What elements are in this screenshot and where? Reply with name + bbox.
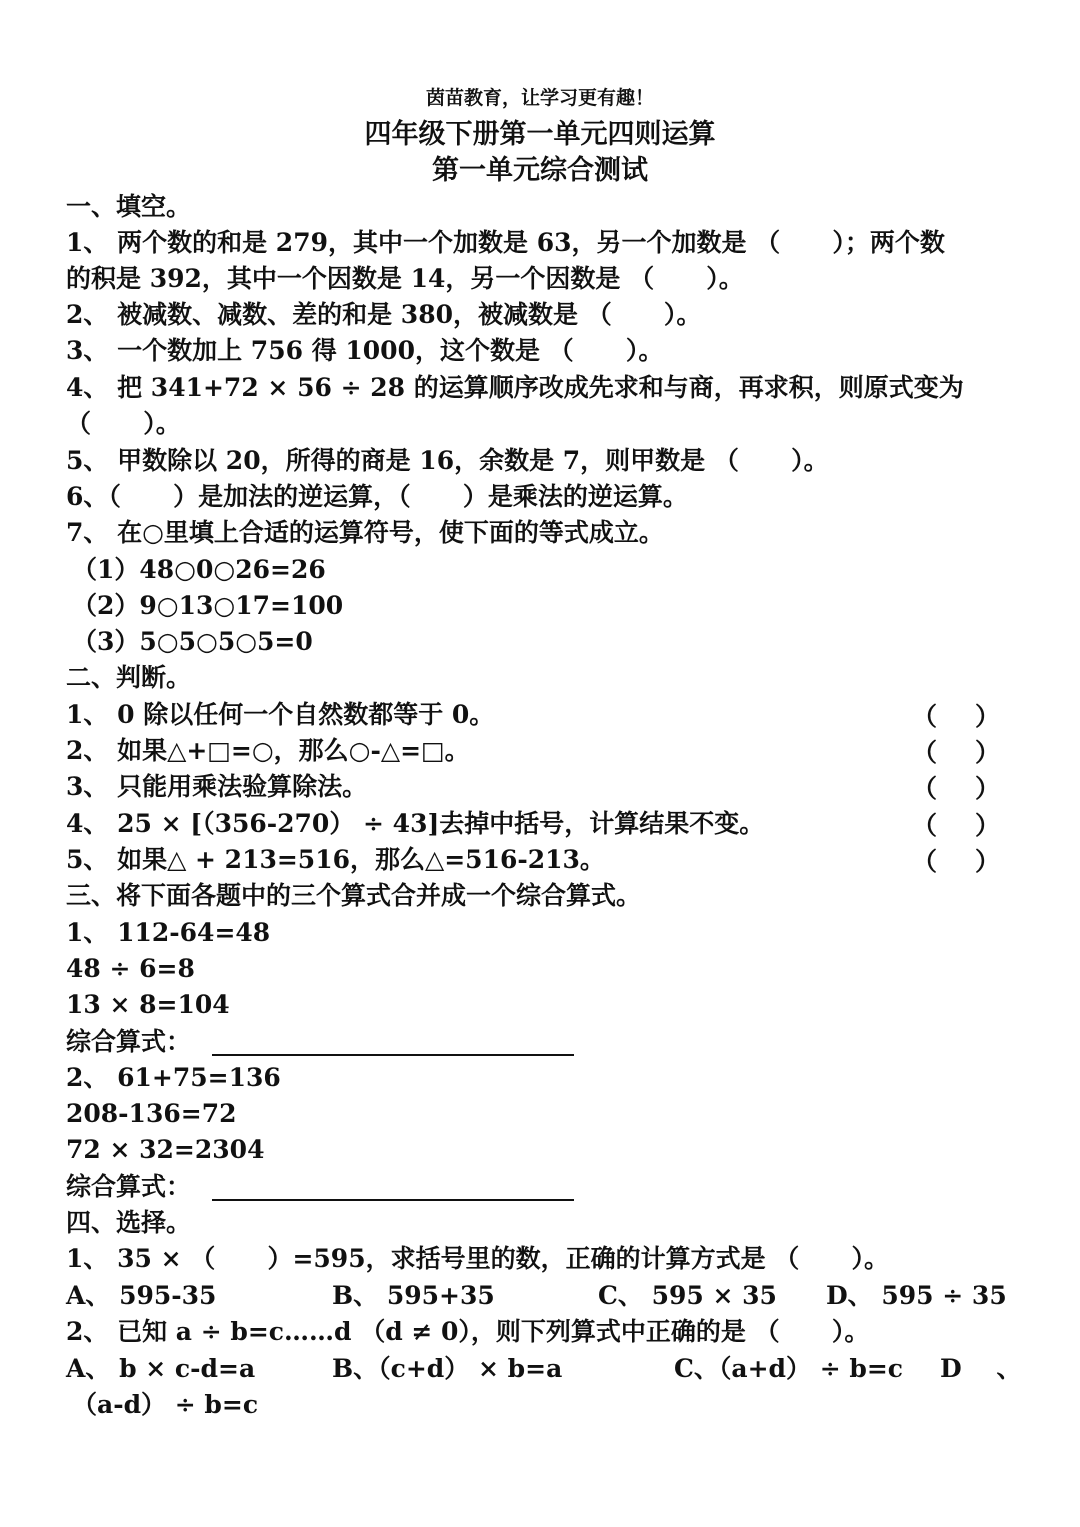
judge-answer-blank[interactable]: （ ） xyxy=(912,702,1000,731)
choice-option-b[interactable]: B、 595+35 xyxy=(332,1281,495,1310)
section1-heading: 一、填空。 xyxy=(66,192,192,221)
s1-q1-line1: 1、 两个数的和是 279，其中一个加数是 63，另一个加数是 （ ）；两个数 xyxy=(66,228,945,257)
judge-item: 4、 25 × [（356-270） ÷ 43]去掉中括号，计算结果不变。 xyxy=(66,809,765,838)
s3-answer-line[interactable] xyxy=(212,1199,574,1201)
page-subtitle: 第一单元综合测试 xyxy=(432,155,648,186)
s1-q5: 5、 甲数除以 20，所得的商是 16，余数是 7，则甲数是 （ ）。 xyxy=(66,446,829,475)
s1-q7-item: （2）9○13○17=100 xyxy=(72,591,344,620)
page-title: 四年级下册第一单元四则运算 xyxy=(364,119,716,150)
choice-option-d[interactable]: D、 595 ÷ 35 xyxy=(826,1281,1007,1310)
judge-item: 3、 只能用乘法验算除法。 xyxy=(66,772,368,801)
s3-equation: 48 ÷ 6=8 xyxy=(66,954,195,983)
s1-q1-line2: 的积是 392，其中一个因数是 14，另一个因数是 （ ）。 xyxy=(66,264,744,293)
judge-item: 2、 如果△+□=○，那么○-△=□。 xyxy=(66,736,470,765)
judge-answer-blank[interactable]: （ ） xyxy=(912,738,1000,767)
s3-equation: 13 × 8=104 xyxy=(66,990,230,1019)
s3-answer-line[interactable] xyxy=(212,1054,574,1056)
s3-equation: 72 × 32=2304 xyxy=(66,1135,265,1164)
judge-answer-blank[interactable]: （ ） xyxy=(912,847,1000,876)
s1-q7-item: （3）5○5○5○5=0 xyxy=(72,627,313,656)
choice-option-a[interactable]: A、 595-35 xyxy=(66,1281,217,1310)
judge-item: 1、 0 除以任何一个自然数都等于 0。 xyxy=(66,700,495,729)
s1-q4-line2: （ ）。 xyxy=(66,409,181,438)
judge-answer-blank[interactable]: （ ） xyxy=(912,774,1000,803)
section2-heading: 二、判断。 xyxy=(66,663,192,692)
choice-option-d-continued: （a-d） ÷ b=c xyxy=(72,1390,259,1419)
s1-q4-line1: 4、 把 341+72 × 56 ÷ 28 的运算顺序改成先求和与商，再求积，则原式变为 xyxy=(66,373,964,402)
s1-q6: 6、（ ）是加法的逆运算，（ ）是乘法的逆运算。 xyxy=(66,482,688,511)
section3-heading: 三、将下面各题中的三个算式合并成一个综合算式。 xyxy=(66,881,642,910)
s1-q2: 2、 被减数、减数、差的和是 380，被减数是 （ ）。 xyxy=(66,300,702,329)
s4-q2: 2、 已知 a ÷ b=c……d （d ≠ 0），则下列算式中正确的是 （ ）。 xyxy=(66,1317,870,1346)
s3-equation: 2、 61+75=136 xyxy=(66,1063,281,1092)
judge-answer-blank[interactable]: （ ） xyxy=(912,811,1000,840)
choice-option-b[interactable]: B、（c+d） × b=a xyxy=(332,1354,563,1383)
choice-option-c[interactable]: C、（a+d） ÷ b=c xyxy=(674,1354,904,1383)
s1-q3: 3、 一个数加上 756 得 1000，这个数是 （ ）。 xyxy=(66,336,664,365)
s3-answer-label: 综合算式： xyxy=(66,1172,192,1201)
section4-heading: 四、选择。 xyxy=(66,1208,192,1237)
judge-item: 5、 如果△ + 213=516，那么△=516-213。 xyxy=(66,845,605,874)
choice-option-c[interactable]: C、 595 × 35 xyxy=(598,1281,777,1310)
brand-slogan: 茵苗教育，让学习更有趣！ xyxy=(425,87,654,109)
s3-answer-label: 综合算式： xyxy=(66,1027,192,1056)
s3-equation: 208-136=72 xyxy=(66,1099,237,1128)
s3-equation: 1、 112-64=48 xyxy=(66,918,271,947)
s1-q7: 7、 在○里填上合适的运算符号，使下面的等式成立。 xyxy=(66,518,664,547)
choice-option-d[interactable]: D 、 xyxy=(940,1354,1022,1383)
choice-option-a[interactable]: A、 b × c-d=a xyxy=(66,1354,256,1383)
s4-q1: 1、 35 × （ ）=595，求括号里的数，正确的计算方式是 （ ）。 xyxy=(66,1244,890,1273)
s1-q7-item: （1）48○0○26=26 xyxy=(72,555,326,584)
